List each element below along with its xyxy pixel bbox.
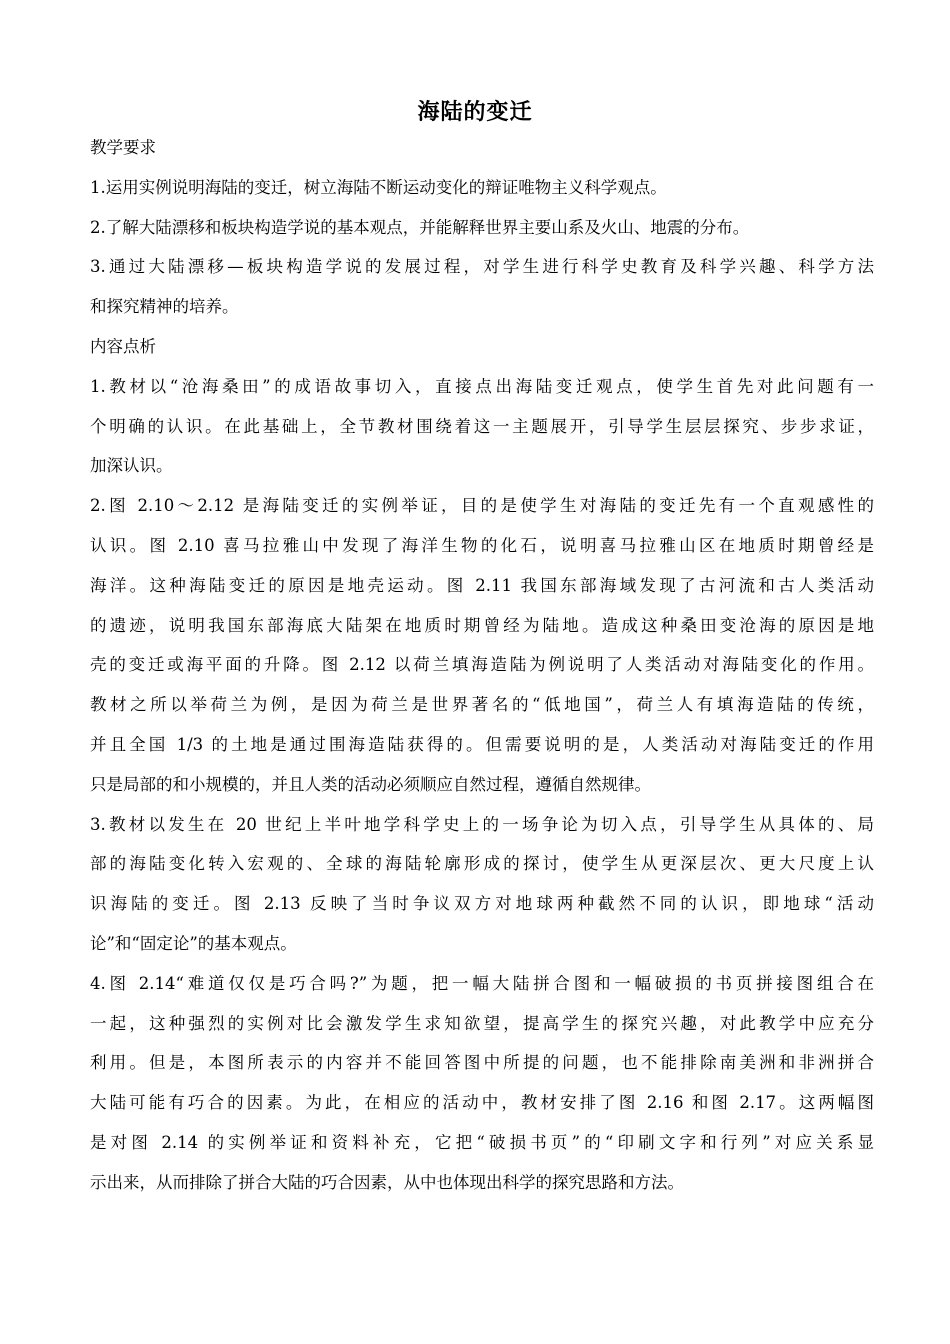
- text-line: 海洋。这种海陆变迁的原因是地壳运动。图 2.11 我国东部海域发现了古河流和古人类活动: [90, 575, 874, 595]
- text-line: 3.通过大陆漂移—板块构造学说的发展过程，对学生进行科学史教育及科学兴趣、科学方法: [90, 257, 874, 277]
- text-line: 教材之所以举荷兰为例，是因为荷兰是世界著名的“低地国”，荷兰人有填海造陆的传统，: [90, 695, 874, 715]
- document-title: 海陆的变迁: [417, 100, 533, 125]
- section-heading: 内容点析: [90, 336, 156, 356]
- text-line: 并且全国 1/3 的土地是通过围海造陆获得的。但需要说明的是，人类活动对海陆变迁的作用: [90, 734, 874, 754]
- text-line: 4.图 2.14“难道仅仅是巧合吗?”为题，把一幅大陆拼合图和一幅破损的书页拼接图组合在: [90, 973, 874, 993]
- document-body: [90, 128, 874, 1203]
- text-line: 一起，这种强烈的实例对比会激发学生求知欲望，提高学生的探究兴趣，对此教学中应充分: [90, 1013, 874, 1033]
- text-line: 1.教材以“沧海桑田”的成语故事切入，直接点出海陆变迁观点，使学生首先对此问题有一: [90, 376, 874, 396]
- text-line: 和探究精神的培养。: [90, 297, 239, 317]
- text-line: 部的海陆变化转入宏观的、全球的海陆轮廓形成的探讨，使学生从更深层次、更大尺度上认: [90, 854, 874, 874]
- text-line: 的遗迹，说明我国东部海底大陆架在地质时期曾经为陆地。造成这种桑田变沧海的原因是地: [90, 615, 874, 635]
- text-line: 2.图 2.10～2.12 是海陆变迁的实例举证，目的是使学生对海陆的变迁先有一个直观感性的: [90, 496, 874, 516]
- text-line: 论”和“固定论”的基本观点。: [90, 933, 297, 953]
- text-line: 壳的变迁或海平面的升降。图 2.12 以荷兰填海造陆为例说明了人类活动对海陆变化的作用。: [90, 655, 874, 675]
- text-line: 1.运用实例说明海陆的变迁，树立海陆不断运动变化的辩证唯物主义科学观点。: [90, 177, 667, 197]
- text-line: 加深认识。: [90, 456, 173, 476]
- text-line: 只是局部的和小规模的，并且人类的活动必须顺应自然过程，遵循自然规律。: [90, 774, 651, 794]
- text-line: 2.了解大陆漂移和板块构造学说的基本观点，并能解释世界主要山系及火山、地震的分布。: [90, 217, 750, 237]
- text-line: 个明确的认识。在此基础上，全节教材围绕着这一主题展开，引导学生层层探究、步步求证，: [90, 416, 874, 436]
- text-line: 3.教材以发生在 20 世纪上半叶地学科学史上的一场争论为切入点，引导学生从具体的、局: [90, 814, 874, 834]
- text-line: 大陆可能有巧合的因素。为此，在相应的活动中，教材安排了图 2.16 和图 2.17。这两幅图: [90, 1093, 874, 1113]
- text-line: 利用。但是，本图所表示的内容并不能回答图中所提的问题，也不能排除南美洲和非洲拼合: [90, 1053, 874, 1073]
- text-line: 示出来，从而排除了拼合大陆的巧合因素，从中也体现出科学的探究思路和方法。: [90, 1172, 684, 1192]
- section-heading: 教学要求: [90, 138, 156, 157]
- text-line: 认识。图 2.10 喜马拉雅山中发现了海洋生物的化石，说明喜马拉雅山区在地质时期曾经是: [90, 535, 874, 555]
- text-line: 是对图 2.14 的实例举证和资料补充，它把“破损书页”的“印刷文字和行列”对应关系显: [90, 1132, 874, 1152]
- text-line: 识海陆的变迁。图 2.13 反映了当时争议双方对地球两种截然不同的认识，即地球“活动: [90, 894, 874, 914]
